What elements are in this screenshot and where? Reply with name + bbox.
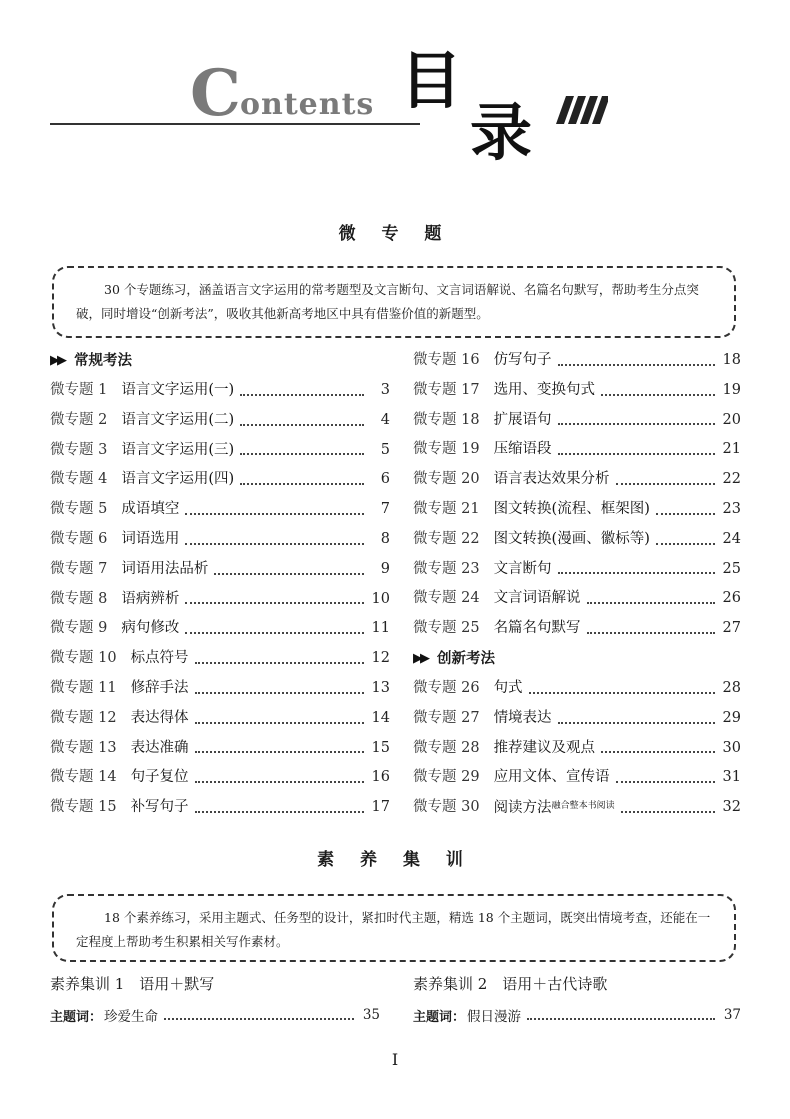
entry-number: 微专题 28 xyxy=(413,739,480,756)
toc-entry[interactable] xyxy=(413,614,741,644)
leader-dots xyxy=(558,722,715,724)
toc-entry[interactable] xyxy=(50,614,390,644)
entry-title-text: 句式 xyxy=(493,679,523,696)
toc-entry[interactable] xyxy=(50,704,390,734)
entry-title-text: 词语选用 xyxy=(121,530,180,547)
toc-right-column xyxy=(413,346,741,823)
entry-title xyxy=(494,406,552,436)
entry-title-text: 语病辨析 xyxy=(121,590,180,607)
entry-title-text: 文言断句 xyxy=(493,560,552,577)
toc-entry[interactable] xyxy=(413,435,741,465)
leader-dots xyxy=(195,722,364,724)
double-chevron-icon: ▶▶ xyxy=(413,650,427,666)
entry-title-text: 病句修改 xyxy=(121,620,180,637)
theme-value: 珍爱生命 xyxy=(104,1009,159,1025)
entry-title xyxy=(494,555,552,585)
toc-entry[interactable] xyxy=(413,674,741,704)
page-ref: 6 xyxy=(380,471,390,488)
leader-dots xyxy=(621,811,715,813)
entry-title xyxy=(494,495,650,525)
page-ref: 25 xyxy=(722,560,741,577)
leader-dots xyxy=(656,513,715,515)
entry-title xyxy=(121,376,234,406)
page-ref: 7 xyxy=(380,501,390,518)
entry-title xyxy=(131,704,189,734)
entry-title xyxy=(131,734,189,764)
leader-dots xyxy=(185,632,364,634)
toc-entry[interactable] xyxy=(413,763,741,793)
leader-dots xyxy=(240,424,364,426)
entry-number: 微专题 2 xyxy=(50,411,108,428)
entry-title-text: 推荐建议及观点 xyxy=(493,739,596,756)
toc-entry[interactable] xyxy=(413,704,741,734)
entry-number: 微专题 26 xyxy=(413,679,480,696)
entry-number: 微专题 4 xyxy=(50,471,108,488)
entry-title xyxy=(131,644,189,674)
leader-dots xyxy=(616,781,715,783)
toc-entry[interactable] xyxy=(50,525,390,555)
page-ref: 24 xyxy=(722,530,741,547)
entry-number: 微专题 16 xyxy=(413,352,480,368)
entry-title-text: 扩展语句 xyxy=(493,411,552,428)
entry-number: 微专题 21 xyxy=(413,500,480,517)
page-ref: 26 xyxy=(722,590,741,607)
entry-number: 微专题 29 xyxy=(413,769,480,786)
page-ref: 19 xyxy=(722,381,741,398)
entry-title xyxy=(494,763,610,793)
entry-title-text: 表达得体 xyxy=(130,709,189,726)
leader-dots xyxy=(185,513,364,515)
page-ref: 32 xyxy=(722,799,741,816)
toc-entry[interactable] xyxy=(413,525,741,555)
leader-dots xyxy=(214,573,364,575)
page-ref: 35 xyxy=(362,1007,380,1023)
entry-title-text: 仿写句子 xyxy=(493,352,552,368)
leader-dots xyxy=(558,364,715,366)
page-ref: 8 xyxy=(380,530,390,547)
leader-dots xyxy=(616,483,715,485)
theme-label: 主题词： xyxy=(50,1009,103,1025)
entry-number: 微专题 25 xyxy=(413,620,480,637)
slash-decoration-icon xyxy=(548,96,608,124)
page-ref: 16 xyxy=(371,769,390,786)
entry-title xyxy=(121,406,234,436)
entry-title-text: 文言词语解说 xyxy=(493,590,581,607)
leader-dots xyxy=(195,751,364,753)
entry-number: 微专题 7 xyxy=(50,560,108,577)
theme-label: 主题词： xyxy=(413,1009,466,1025)
toc-entry[interactable] xyxy=(413,734,741,764)
page-ref: 11 xyxy=(371,620,390,637)
entry-title xyxy=(131,763,189,793)
leader-dots xyxy=(601,751,715,753)
leader-dots xyxy=(656,543,715,545)
title-char-mu: 目 xyxy=(400,44,463,117)
toc-entry[interactable] xyxy=(50,793,390,823)
page-ref: 15 xyxy=(371,739,390,756)
entry-title xyxy=(494,525,650,555)
entry-number: 微专题 6 xyxy=(50,530,108,547)
entry-title xyxy=(494,674,523,704)
entry-title xyxy=(494,346,552,376)
toc-entry[interactable] xyxy=(413,346,741,376)
leader-dots xyxy=(527,1018,715,1020)
contents-initial: C xyxy=(190,56,241,131)
entry-title xyxy=(494,435,552,465)
page-ref: 27 xyxy=(722,620,741,637)
entry-title-text: 修辞手法 xyxy=(130,679,189,696)
leader-dots xyxy=(558,572,715,574)
leader-dots xyxy=(185,602,364,604)
entry-number: 微专题 8 xyxy=(50,590,108,607)
entry-title xyxy=(121,614,179,644)
suyang-entry-2-head: 素养集训 2 语用＋古代诗歌 xyxy=(413,975,608,993)
entry-number: 微专题 18 xyxy=(413,411,480,428)
entry-title-text: 应用文体、宣传语 xyxy=(493,769,610,786)
toc-entry[interactable] xyxy=(50,376,390,406)
entry-number: 微专题 22 xyxy=(413,530,480,547)
page-ref: 18 xyxy=(722,352,741,368)
leader-dots xyxy=(587,632,715,634)
entry-number: 微专题 13 xyxy=(50,739,117,756)
entry-title xyxy=(121,495,179,525)
entry-number: 微专题 12 xyxy=(50,709,117,726)
suyang-entry-1-head: 素养集训 1 语用＋默写 xyxy=(50,975,215,993)
theme-value: 假日漫游 xyxy=(467,1009,522,1025)
page-ref: 22 xyxy=(722,471,741,488)
entry-title-text: 压缩语段 xyxy=(493,441,552,458)
category-chuangxin xyxy=(413,644,741,674)
page-ref: 9 xyxy=(380,560,390,577)
entry-number: 微专题 23 xyxy=(413,560,480,577)
toc-entry[interactable] xyxy=(413,793,741,823)
entry-title-text: 选用、变换句式 xyxy=(493,381,596,398)
section-title-wei-zhuanti: 微 专 题 xyxy=(338,224,452,244)
page-ref: 17 xyxy=(371,799,390,816)
entry-number: 微专题 14 xyxy=(50,769,117,786)
entry-title xyxy=(494,614,581,644)
page-ref: 21 xyxy=(722,441,741,458)
toc-entry[interactable] xyxy=(413,376,741,406)
page-ref: 13 xyxy=(371,679,390,696)
entry-title xyxy=(494,704,552,734)
entry-number: 微专题 19 xyxy=(413,441,480,458)
entry-title xyxy=(121,585,179,615)
entry-title xyxy=(121,525,179,555)
entry-title-text: 成语填空 xyxy=(121,501,180,518)
leader-dots xyxy=(195,662,364,664)
entry-title-text: 补写句子 xyxy=(130,799,189,816)
entry-title xyxy=(494,584,581,614)
leader-dots xyxy=(164,1018,354,1020)
toc-entry[interactable] xyxy=(50,585,390,615)
entry-number: 微专题 15 xyxy=(50,799,117,816)
toc-entry[interactable] xyxy=(50,406,390,436)
page-ref: 37 xyxy=(723,1007,741,1023)
toc-entry[interactable] xyxy=(50,734,390,764)
entry-title xyxy=(121,436,234,466)
leader-dots xyxy=(240,453,364,455)
entry-number: 微专题 10 xyxy=(50,650,117,667)
leader-dots xyxy=(240,483,364,485)
entry-title xyxy=(131,793,189,823)
category-changgui xyxy=(50,346,390,376)
entry-number: 微专题 27 xyxy=(413,709,480,726)
entry-title-text: 词语用法品析 xyxy=(121,560,209,577)
entry-number: 微专题 1 xyxy=(50,382,108,398)
leader-dots xyxy=(195,811,364,813)
leader-dots xyxy=(558,423,715,425)
toc-entry[interactable] xyxy=(50,495,390,525)
toc-entry[interactable] xyxy=(50,674,390,704)
leader-dots xyxy=(587,602,715,604)
entry-title xyxy=(494,376,596,406)
section2-note: 18 个素养练习，采用主题式、任务型的设计，紧扣时代主题，精选 18 个主题词，既突出情境考查，还能在一定程度上帮助考生积累相关写作素材。 xyxy=(52,894,736,962)
contents-header xyxy=(0,0,790,180)
entry-title-text: 句子复位 xyxy=(130,769,189,786)
entry-title-text: 名篇名句默写 xyxy=(493,620,581,637)
leader-dots xyxy=(185,543,364,545)
leader-dots xyxy=(195,692,364,694)
toc-entry[interactable] xyxy=(50,644,390,674)
entry-number: 微专题 24 xyxy=(413,590,480,607)
entry-number: 微专题 20 xyxy=(413,471,480,488)
page-ref: 20 xyxy=(722,411,741,428)
toc-entry[interactable] xyxy=(413,465,741,495)
toc-entry[interactable] xyxy=(413,584,741,614)
toc-entry[interactable] xyxy=(413,495,741,525)
entry-title xyxy=(121,465,234,495)
page-number: I xyxy=(391,1050,399,1069)
leader-dots xyxy=(195,781,364,783)
entry-title xyxy=(494,465,610,495)
entry-number: 微专题 5 xyxy=(50,501,108,518)
toc-entry[interactable] xyxy=(50,555,390,585)
category-label: 常规考法 xyxy=(74,353,132,369)
suyang-entry-2-row[interactable] xyxy=(413,1002,741,1028)
toc-entry[interactable] xyxy=(50,465,390,495)
entry-title-text: 情境表达 xyxy=(493,709,552,726)
entry-number: 微专题 3 xyxy=(50,441,108,458)
entry-title-text: 图文转换(流程、框架图) xyxy=(493,500,650,517)
toc-left-column xyxy=(50,346,390,823)
entry-title-text: 图文转换(漫画、徽标等) xyxy=(493,530,650,547)
page-ref: 30 xyxy=(722,739,741,756)
entry-number: 微专题 17 xyxy=(413,381,480,398)
page-ref: 29 xyxy=(722,709,741,726)
toc-entry[interactable] xyxy=(50,436,390,466)
toc-entry[interactable] xyxy=(413,406,741,436)
leader-dots xyxy=(558,453,715,455)
page-ref: 23 xyxy=(722,500,741,517)
category-label: 创新考法 xyxy=(437,650,495,667)
entry-title-text: 标点符号 xyxy=(130,650,189,667)
entry-title-text: 语言表达效果分析 xyxy=(493,471,610,488)
page-ref: 10 xyxy=(371,590,390,607)
entry-number: 微专题 9 xyxy=(50,620,108,637)
entry-title xyxy=(121,555,208,585)
contents-word: ontents xyxy=(240,87,375,122)
entry-number: 微专题 30 xyxy=(413,799,480,816)
entry-title-text: 语言文字运用(二) xyxy=(121,411,235,428)
toc-entry[interactable] xyxy=(413,555,741,585)
leader-dots xyxy=(601,394,715,396)
section-title-suyang-jixun: 素 养 集 训 xyxy=(317,850,473,870)
entry-title xyxy=(494,734,596,764)
entry-title-text: 语言文字运用(四) xyxy=(121,471,235,488)
double-chevron-icon: ▶▶ xyxy=(50,353,64,368)
entry-title-text: 语言文字运用(三) xyxy=(121,441,235,458)
entry-number: 微专题 11 xyxy=(50,679,117,696)
entry-title xyxy=(494,792,615,824)
leader-dots xyxy=(240,394,364,396)
leader-dots xyxy=(529,692,715,694)
page-ref: 5 xyxy=(380,441,390,458)
section1-note: 30 个专题练习，涵盖语言文字运用的常考题型及文言断句、文言词语解说、名篇名句默写，帮助考生分点突破，同时增设“创新考法”，吸收其他新高考地区中具有借鉴价值的新题型。 xyxy=(52,266,736,338)
page-ref: 12 xyxy=(371,650,390,667)
page-ref: 3 xyxy=(380,382,390,398)
page-ref: 4 xyxy=(380,411,390,428)
toc-entry[interactable] xyxy=(50,763,390,793)
entry-title-text: 阅读方法 xyxy=(493,800,552,817)
page-ref: 28 xyxy=(722,679,741,696)
page-ref: 31 xyxy=(722,769,741,786)
entry-title xyxy=(131,674,189,704)
entry-title-note: 融合整本书阅读 xyxy=(551,801,615,812)
entry-title-text: 语言文字运用(一) xyxy=(121,382,235,398)
page-ref: 14 xyxy=(371,709,390,726)
suyang-entry-1-row[interactable] xyxy=(50,1002,380,1028)
entry-title-text: 表达准确 xyxy=(130,739,189,756)
title-char-lu: 录 xyxy=(470,96,533,169)
